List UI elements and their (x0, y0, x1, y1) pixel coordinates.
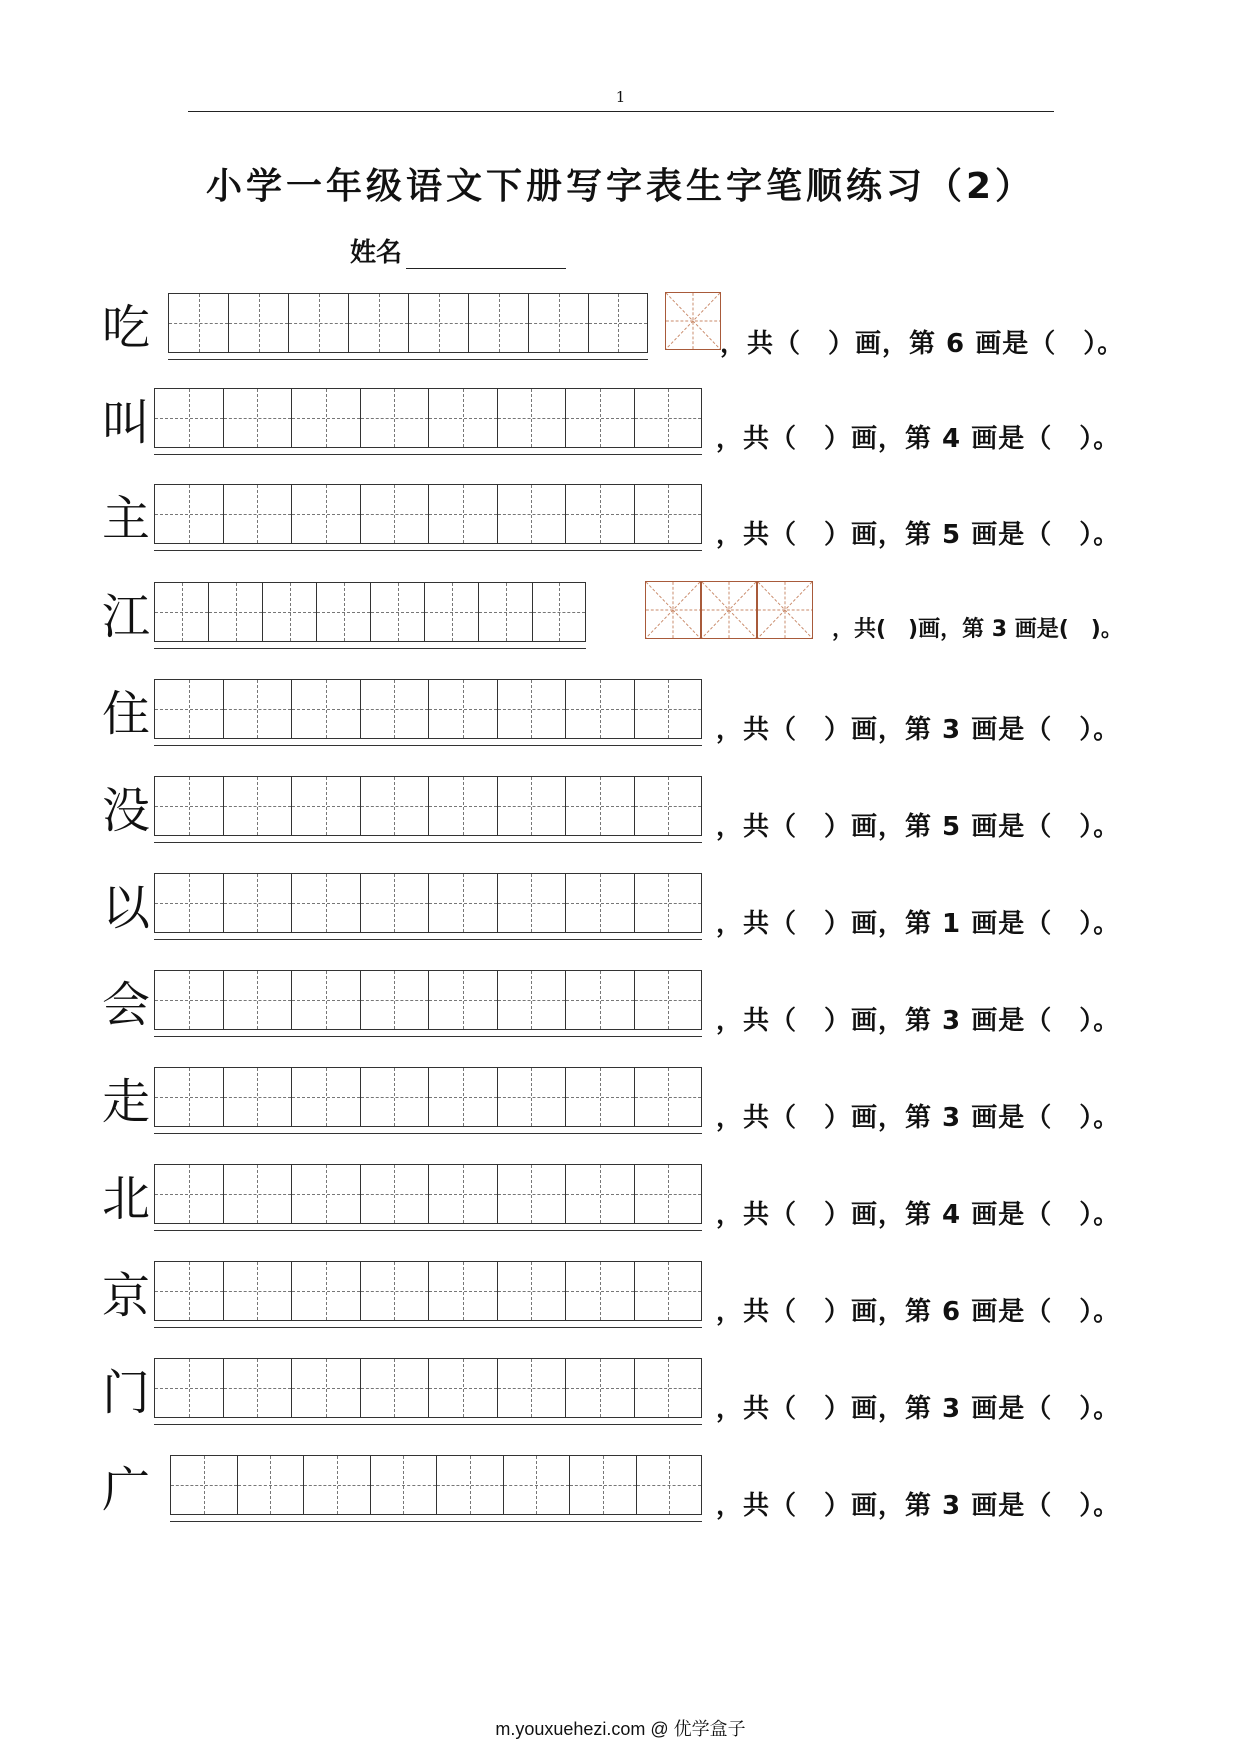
writing-cell[interactable] (565, 1261, 634, 1321)
stroke-question: ，共（ ）画，第 4 画是（ ）。 (716, 424, 1121, 454)
practice-character: 主 (101, 491, 150, 547)
writing-cell[interactable] (223, 1164, 292, 1224)
writing-cell[interactable] (468, 293, 528, 353)
writing-cell[interactable] (303, 1455, 370, 1515)
writing-cell[interactable] (634, 1261, 703, 1321)
practice-row (0, 1261, 1241, 1331)
writing-cell[interactable] (588, 293, 648, 353)
writing-cell[interactable] (223, 776, 292, 836)
writing-cell[interactable] (223, 1261, 292, 1321)
writing-cell[interactable] (291, 1358, 360, 1418)
writing-cell[interactable] (262, 582, 316, 642)
writing-cell[interactable] (154, 582, 208, 642)
writing-cell[interactable] (478, 582, 532, 642)
practice-row (0, 970, 1241, 1040)
tianzige-grid (154, 776, 702, 843)
practice-row (0, 293, 1241, 363)
practice-row (0, 1358, 1241, 1428)
writing-cell[interactable] (168, 293, 228, 353)
stroke-question: ，共（ ）画，第 3 画是（ ）。 (716, 1491, 1121, 1521)
writing-cell[interactable] (223, 679, 292, 739)
writing-cell[interactable] (428, 388, 497, 448)
practice-row (0, 776, 1241, 846)
practice-row (0, 873, 1241, 943)
practice-row (0, 1164, 1241, 1234)
writing-cell[interactable] (428, 1261, 497, 1321)
writing-cell[interactable] (348, 293, 408, 353)
mizige-box[interactable] (757, 581, 813, 639)
writing-cell[interactable] (569, 1455, 636, 1515)
mizige-box[interactable] (701, 581, 757, 639)
writing-cell[interactable] (154, 1261, 223, 1321)
stroke-question: ，共（ ）画，第 1 画是（ ）。 (716, 909, 1121, 939)
mizige-box[interactable] (665, 292, 721, 350)
writing-cell[interactable] (154, 388, 223, 448)
writing-cell[interactable] (154, 679, 223, 739)
practice-character: 没 (101, 783, 150, 839)
tianzige-grid (154, 582, 586, 649)
stroke-question: ，共（ ）画，第 3 画是（ ）。 (716, 1103, 1121, 1133)
writing-cell[interactable] (428, 679, 497, 739)
writing-cell[interactable] (436, 1455, 503, 1515)
writing-cell[interactable] (565, 1164, 634, 1224)
practice-character: 住 (101, 686, 150, 742)
tianzige-grid (154, 1261, 702, 1328)
writing-cell[interactable] (223, 1067, 292, 1127)
writing-cell[interactable] (565, 484, 634, 544)
writing-cell[interactable] (497, 776, 566, 836)
writing-cell[interactable] (223, 970, 292, 1030)
writing-cell[interactable] (170, 1455, 237, 1515)
tianzige-grid (168, 293, 648, 360)
writing-cell[interactable] (316, 582, 370, 642)
practice-row (0, 1067, 1241, 1137)
writing-cell[interactable] (634, 679, 703, 739)
writing-cell[interactable] (565, 1067, 634, 1127)
writing-cell[interactable] (497, 388, 566, 448)
header-rule (188, 111, 1054, 112)
writing-cell[interactable] (154, 970, 223, 1030)
writing-cell[interactable] (634, 873, 703, 933)
writing-cell[interactable] (497, 484, 566, 544)
writing-cell[interactable] (528, 293, 588, 353)
tianzige-grid (170, 1455, 702, 1522)
stroke-question: ，共( )画，第 3 画是( )。 (832, 617, 1123, 642)
practice-row (0, 679, 1241, 749)
writing-cell[interactable] (360, 388, 429, 448)
page-number: 1 (615, 88, 626, 106)
writing-cell[interactable] (154, 1164, 223, 1224)
writing-cell[interactable] (360, 1358, 429, 1418)
writing-cell[interactable] (428, 1067, 497, 1127)
writing-cell[interactable] (634, 1358, 703, 1418)
stroke-question: ，共（ ）画，第 3 画是（ ）。 (716, 1006, 1121, 1036)
writing-cell[interactable] (228, 293, 288, 353)
writing-cell[interactable] (291, 1164, 360, 1224)
writing-cell[interactable] (428, 873, 497, 933)
name-blank[interactable] (406, 242, 566, 269)
writing-cell[interactable] (497, 1261, 566, 1321)
name-field[interactable] (350, 232, 566, 269)
writing-cell[interactable] (291, 1067, 360, 1127)
writing-cell[interactable] (291, 484, 360, 544)
writing-cell[interactable] (565, 776, 634, 836)
practice-row (0, 388, 1241, 458)
stroke-question: ，共（ ）画，第 4 画是（ ）。 (716, 1200, 1121, 1230)
practice-row (0, 1455, 1241, 1525)
writing-cell[interactable] (565, 388, 634, 448)
writing-cell[interactable] (634, 1164, 703, 1224)
writing-cell[interactable] (565, 1358, 634, 1418)
practice-row (0, 484, 1241, 554)
writing-cell[interactable] (291, 1261, 360, 1321)
tianzige-grid (154, 484, 702, 551)
practice-character: 北 (101, 1171, 150, 1227)
writing-cell[interactable] (497, 1358, 566, 1418)
tianzige-grid (154, 388, 702, 455)
writing-cell[interactable] (360, 484, 429, 544)
stroke-question: ，共（ ）画，第 3 画是（ ）。 (716, 1394, 1121, 1424)
stroke-question: ，共（ ）画，第 5 画是（ ）。 (716, 812, 1121, 842)
stroke-question: ，共（ ）画，第 6 画是（ ）。 (716, 1297, 1121, 1327)
practice-character: 京 (101, 1268, 150, 1324)
writing-cell[interactable] (360, 776, 429, 836)
practice-character: 吃 (101, 300, 150, 356)
tianzige-grid (154, 679, 702, 746)
writing-cell[interactable] (223, 484, 292, 544)
writing-cell[interactable] (208, 582, 262, 642)
writing-cell[interactable] (360, 1067, 429, 1127)
writing-cell[interactable] (503, 1455, 570, 1515)
writing-cell[interactable] (154, 776, 223, 836)
writing-cell[interactable] (497, 679, 566, 739)
writing-cell[interactable] (360, 1164, 429, 1224)
writing-cell[interactable] (634, 1067, 703, 1127)
name-label: 姓名 (350, 238, 403, 268)
practice-character: 会 (101, 977, 150, 1033)
writing-cell[interactable] (565, 970, 634, 1030)
writing-cell[interactable] (223, 1358, 292, 1418)
writing-cell[interactable] (565, 873, 634, 933)
writing-cell[interactable] (634, 970, 703, 1030)
stroke-question: ，共（ ）画，第 3 画是（ ）。 (716, 715, 1121, 745)
writing-cell[interactable] (634, 484, 703, 544)
practice-character: 叫 (101, 395, 150, 451)
practice-character: 门 (101, 1365, 150, 1421)
stroke-question: ，共（ ）画，第 5 画是（ ）。 (716, 520, 1121, 550)
writing-cell[interactable] (360, 1261, 429, 1321)
writing-cell[interactable] (497, 1067, 566, 1127)
writing-cell[interactable] (532, 582, 586, 642)
writing-cell[interactable] (370, 582, 424, 642)
writing-cell[interactable] (291, 388, 360, 448)
practice-character: 以 (101, 880, 150, 936)
practice-character: 走 (101, 1074, 150, 1130)
writing-cell[interactable] (154, 484, 223, 544)
writing-cell[interactable] (370, 1455, 437, 1515)
writing-cell[interactable] (428, 1358, 497, 1418)
writing-cell[interactable] (154, 1358, 223, 1418)
writing-cell[interactable] (291, 970, 360, 1030)
writing-cell[interactable] (634, 388, 703, 448)
writing-cell[interactable] (291, 873, 360, 933)
writing-cell[interactable] (291, 679, 360, 739)
writing-cell[interactable] (237, 1455, 304, 1515)
mizige-box[interactable] (645, 581, 701, 639)
writing-cell[interactable] (288, 293, 348, 353)
writing-cell[interactable] (428, 970, 497, 1030)
practice-character: 江 (101, 589, 150, 645)
writing-cell[interactable] (497, 1164, 566, 1224)
practice-row (0, 582, 1241, 652)
writing-cell[interactable] (223, 388, 292, 448)
writing-cell[interactable] (360, 970, 429, 1030)
writing-cell[interactable] (360, 873, 429, 933)
practice-character: 广 (101, 1462, 150, 1518)
writing-cell[interactable] (424, 582, 478, 642)
writing-cell[interactable] (428, 776, 497, 836)
tianzige-grid (154, 873, 702, 940)
tianzige-grid (154, 970, 702, 1037)
writing-cell[interactable] (565, 679, 634, 739)
writing-cell[interactable] (291, 776, 360, 836)
writing-cell[interactable] (636, 1455, 703, 1515)
tianzige-grid (154, 1067, 702, 1134)
writing-cell[interactable] (223, 873, 292, 933)
writing-cell[interactable] (408, 293, 468, 353)
writing-cell[interactable] (634, 776, 703, 836)
writing-cell[interactable] (360, 679, 429, 739)
writing-cell[interactable] (497, 970, 566, 1030)
writing-cell[interactable] (154, 873, 223, 933)
writing-cell[interactable] (497, 873, 566, 933)
writing-cell[interactable] (428, 484, 497, 544)
writing-cell[interactable] (154, 1067, 223, 1127)
page-title: 小学一年级语文下册写字表生字笔顺练习（2） (205, 166, 1036, 207)
writing-cell[interactable] (428, 1164, 497, 1224)
stroke-question: ，共（ ）画，第 6 画是（ ）。 (720, 329, 1125, 359)
footer-watermark: m.youxuehezi.com @ 优学盒子 (495, 1719, 746, 1739)
tianzige-grid (154, 1358, 702, 1425)
tianzige-grid (154, 1164, 702, 1231)
